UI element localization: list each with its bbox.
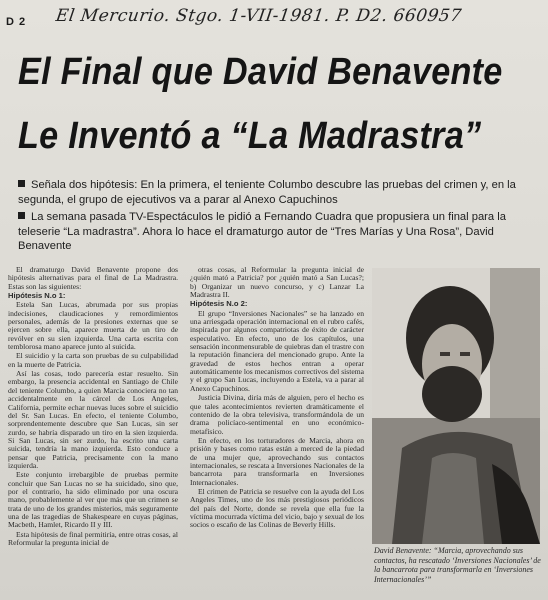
headline-line-1: El Final que David Benavente [18, 51, 503, 93]
bullet-square-icon [18, 180, 25, 187]
paragraph: otras cosas, al Reformular la pregunta inicial de ¿quién mató a Patricia? por ¿quién mató a San Lucas?; b) Organizar un nuevo concurso, y c) Lanzar La Madrastra II. [190, 265, 364, 300]
paragraph: El grupo “Inversiones Nacionales” se ha lanzado en una arriesgada operación internacional en el rubro cafés, inspirada por algunos compatriotas de éxito de carácter especulativo. En efecto, uno de los capítulos, una sensación inconmensurable de quiebras dan el trastre con la reputación financiera del mencionado grupo. Ante la gravedad de estos hechos entran a operar automáticamente los mecanismos correctivos del sistema y el grupo San Lucas, incluyendo a Estela, va a parar al Anexo Capuchinos. [190, 308, 364, 393]
article-column-1 [8, 266, 178, 548]
page-code: D 2 [6, 16, 27, 28]
headline-line-2: Le Inventó a “La Madrastra” [18, 115, 482, 157]
handwritten-annotation: El Mercurio. Stgo. 1-VII-1981. P. D2. 660957 [54, 6, 463, 26]
paragraph: Este conjunto irrebargible de pruebas permite concluir que San Lucas no se ha suicidado, sino que, por el contrario, ha sido eliminado por una oscura mano, probablemente al ver que más que un crimen se trata de uno de los grandes misterios, más seguramente una de las tragedias de Shakespeare en cuyas páginas, Macbeth, Hamlet, Ricardo II y III. [8, 470, 178, 530]
subheading: Hipótesis N.o 2: [190, 299, 248, 309]
author-photo [372, 268, 540, 544]
summary-bullet-1 [18, 178, 538, 207]
paragraph: El suicidio y la carta son pruebas de su culpabilidad en la muerte de Patricia. [8, 351, 178, 369]
article-column-2 [190, 266, 364, 531]
summary-bullet-2 [18, 210, 538, 254]
photo-caption: David Benavente: “Marcia, aprovechando sus contactos, ha rescatado ‘Inversiones Nacionales’ de la bancarrota para transformarla en ‘Inversiones Internacionales’” [374, 546, 541, 584]
bullet-square-icon [18, 212, 25, 219]
subheading: Hipótesis N.o 1: [8, 291, 66, 301]
paragraph: El crimen de Patricia se resuelve con la ayuda del Los Angeles Times, uno de los más prestigiosos periódicos del país del Norte, donde se revela que ella fue la víctima mocurrada víctima del vicio, bajo y sexual de los socios o escaño de las Colinas de Beverly Hills. [190, 486, 364, 530]
paragraph: En efecto, en los torturadores de Marcia, ahora en prisión y bases como ratas están a merced de la piedad de una mujer que, aprovechando sus contactos internacionales, se rescata a Inversiones Nacionales de la bancarrota para transformarla en Inversiones Internacionales. [190, 435, 364, 487]
paragraph: Estela San Lucas, abrumada por sus propias indecisiones, claudicaciones y remordimientos personales, además de la presiones externas que se ejercen sobre ella, aparece muerta de un tiro de revólver en su sien izquierda. Una carta escrita con temblorosa mano aparece junto al suicida. [8, 300, 178, 352]
summary-text-1: Señala dos hipótesis: En la primera, el teniente Columbo descubre las pruebas del crimen y, en la segunda, el grupo de ejecutivos va a parar al Anexo Capuchinos [18, 179, 516, 206]
paragraph: Así las cosas, todo parecería estar resuelto. Sin embargo, la presencia accidental en Santiago de Chile del teniente Columbo, a quien Marcia conociera no tan accidentalmente en la cárcel de Los Angeles, California, permite echar nuevas luces sobre el suicidio del Sr. San Lucas. En efecto, el teniente Columbo, sorprendentemente descubre que San Lucas, sin ser zurdo, se habría disparado un tiro en la sien izquierda. Si San Lucas, sin ser zurdo, ha escrito una carta suicida, tendría la mano izquierda. Esto conduce a pensar que Patricia, precisamente con la mano izquierda. [8, 369, 178, 470]
paragraph: Esta hipótesis de final permitiría, entre otras cosas, al Reformular la pregunta inicial de [8, 529, 178, 547]
paragraph: Justicia Divina, diría más de alguien, pero el hecho es que tales acontecimientos revierten dramáticamente el contenido de la obra televisiva, transformándola de un drama policíaco-sentimental en uno económico-metafísico. [190, 393, 364, 436]
summary-text-2: La semana pasada TV-Espectáculos le pidió a Fernando Cuadra que propusiera un final para la teleserie “La madrastra”. Ahora lo hace el dramaturgo autor de “Tres Marías y Una Rosa”, David Benavente [18, 211, 506, 252]
paragraph: El dramaturgo David Benavente propone dos hipótesis alternativas para el final de La Madrastra. Estas son las siguientes: [8, 265, 178, 291]
